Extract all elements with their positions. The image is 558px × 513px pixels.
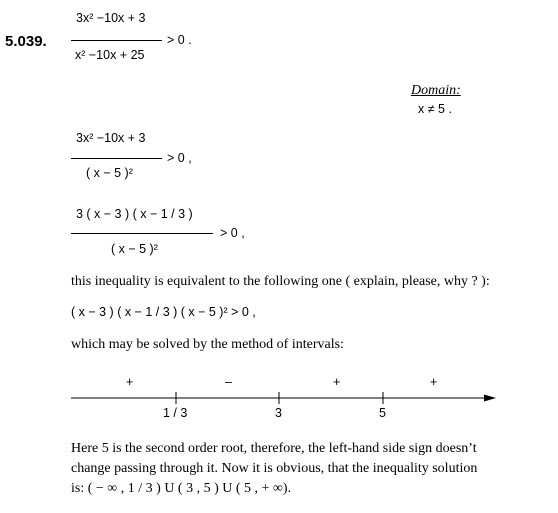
point-label-2: 3 <box>275 406 282 420</box>
problem-numerator: 3x² −10x + 3 <box>76 11 146 25</box>
problem-relation: > 0 . <box>167 33 192 47</box>
sign-interval-1: + <box>126 375 134 389</box>
domain-title: Domain: <box>411 83 461 98</box>
step2-numerator: 3 ( x − 3 ) ( x − 1 / 3 ) <box>76 207 193 221</box>
equivalence-text: this inequality is equivalent to the following one ( explain, please, why ? ): <box>71 274 490 289</box>
problem-denominator: x² −10x + 25 <box>75 48 145 62</box>
problem-number: 5.039. <box>5 33 47 50</box>
product-inequality: ( x − 3 ) ( x − 1 / 3 ) ( x − 5 )² > 0 , <box>71 305 256 319</box>
intervals-text: which may be solved by the method of intervals: <box>71 337 344 352</box>
step1-numerator: 3x² −10x + 3 <box>76 131 146 145</box>
step2-denominator: ( x − 5 )² <box>111 242 158 256</box>
step1-denominator: ( x − 5 )² <box>86 166 133 180</box>
step1-relation: > 0 , <box>167 151 192 165</box>
conclusion-line-3: is: ( − ∞ , 1 / 3 ) U ( 3 , 5 ) U ( 5 , + ∞). <box>71 481 292 496</box>
sign-interval-4: + <box>430 375 438 389</box>
point-label-3: 5 <box>379 406 386 420</box>
sign-interval-2: – <box>225 375 232 389</box>
domain-condition: x ≠ 5 . <box>418 102 452 116</box>
conclusion-line-2: change passing through it. Now it is obvious, that the inequality solution <box>71 461 478 476</box>
step2-relation: > 0 , <box>220 226 245 240</box>
sign-interval-3: + <box>333 375 341 389</box>
conclusion-line-1: Here 5 is the second order root, therefore, the left-hand side sign doesn’t <box>71 441 477 456</box>
point-label-1: 1 / 3 <box>163 406 188 420</box>
